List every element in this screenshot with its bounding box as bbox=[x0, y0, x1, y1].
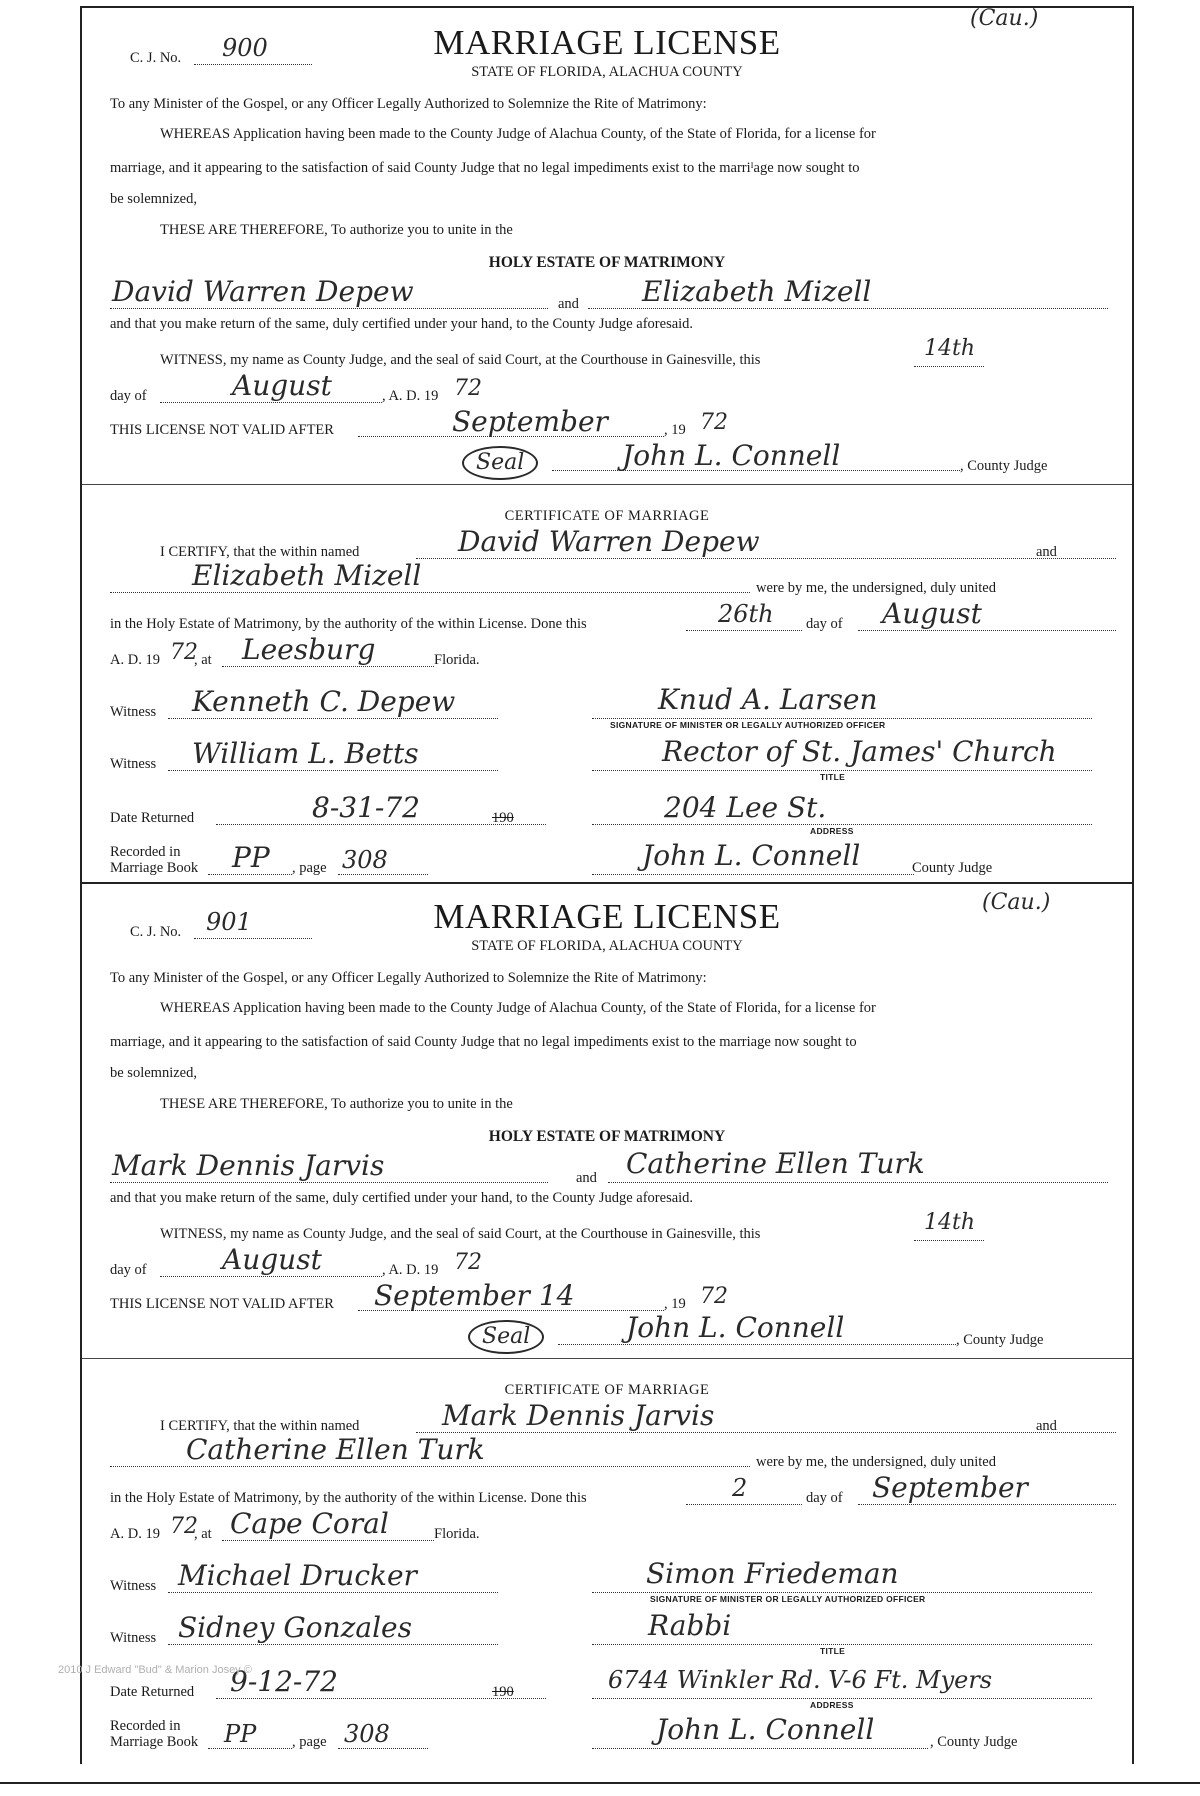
witness1-line bbox=[168, 1592, 498, 1593]
date-returned-label: Date Returned bbox=[110, 1684, 195, 1700]
witness-day: 14th bbox=[924, 336, 976, 361]
address-line: To any Minister of the Gospel, or any Officer Legally Authorized to Solemnize the Rite of Matrimony: bbox=[110, 970, 707, 986]
witness2-line bbox=[168, 770, 498, 771]
whereas-line-3: be solemnized, bbox=[110, 191, 197, 207]
not-valid-label: THIS LICENSE NOT VALID AFTER bbox=[110, 422, 334, 438]
day-of-label: day of bbox=[110, 1262, 147, 1278]
section-divider bbox=[82, 1358, 1132, 1359]
witness-day-line bbox=[914, 1240, 984, 1241]
officer-address: 6744 Winkler Rd. V-6 Ft. Myers bbox=[608, 1666, 993, 1694]
judge-signature-line-2 bbox=[592, 1748, 928, 1749]
cert-bride-line bbox=[110, 592, 750, 593]
not-valid-label: THIS LICENSE NOT VALID AFTER bbox=[110, 1296, 334, 1312]
license-title: MARRIAGE LICENSE bbox=[433, 23, 781, 62]
place-line bbox=[222, 666, 434, 667]
whereas-line-2: marriage, and it appearing to the satisfaction of said County Judge that no legal impediments exist to the marriage now sought to bbox=[110, 1034, 857, 1050]
license-title: MARRIAGE LICENSE bbox=[433, 897, 781, 936]
license-subtitle: STATE OF FLORIDA, ALACHUA COUNTY bbox=[471, 938, 743, 954]
judge-label-2: County Judge bbox=[912, 860, 993, 876]
done-day: 2 bbox=[732, 1474, 748, 1502]
certify-label: I CERTIFY, that the within named bbox=[160, 1418, 360, 1434]
florida-label: Florida. bbox=[434, 1526, 480, 1542]
cert-bride-line bbox=[110, 1466, 750, 1467]
therefore-line: THESE ARE THEREFORE, To authorize you to unite in the bbox=[160, 1096, 513, 1112]
license-subtitle: STATE OF FLORIDA, ALACHUA COUNTY bbox=[471, 64, 743, 80]
groom-name: Mark Dennis Jarvis bbox=[112, 1149, 385, 1182]
book-line bbox=[208, 1748, 292, 1749]
corner-note: (Cau.) bbox=[982, 890, 1051, 915]
ad2-year: 72 bbox=[170, 640, 198, 665]
certify-label: I CERTIFY, that the within named bbox=[160, 544, 360, 560]
book-line bbox=[208, 874, 292, 875]
address-caption: ADDRESS bbox=[810, 1700, 854, 1710]
cert-bride: Elizabeth Mizell bbox=[192, 559, 422, 592]
month-line bbox=[160, 1276, 382, 1277]
book-number: PP bbox=[232, 841, 270, 874]
judge-label: , County Judge bbox=[960, 458, 1048, 474]
done-day-of: day of bbox=[806, 1490, 843, 1506]
witness2-label: Witness bbox=[110, 1630, 157, 1646]
whereas-line-2: marriage, and it appearing to the satisfaction of said County Judge that no legal impediments exist to the marriᴵage now sought to bbox=[110, 160, 860, 176]
witness-day: 14th bbox=[924, 1210, 976, 1235]
officer-signature: Simon Friedeman bbox=[646, 1557, 899, 1590]
section-divider bbox=[82, 484, 1132, 485]
book-number: PP bbox=[224, 1720, 257, 1748]
witness1-name: Michael Drucker bbox=[178, 1559, 417, 1592]
cj-number: 901 bbox=[206, 908, 252, 936]
whereas-line-1: WHEREAS Application having been made to the County Judge of Alachua County, of the State of Florida, for a license for bbox=[160, 126, 876, 142]
judge-signature: John L. Connell bbox=[626, 1311, 845, 1344]
done-month: August bbox=[882, 597, 982, 630]
page-line bbox=[338, 874, 428, 875]
nv-year: 72 bbox=[700, 410, 728, 435]
date-returned-label: Date Returned bbox=[110, 810, 195, 826]
cert-groom: Mark Dennis Jarvis bbox=[442, 1399, 715, 1432]
copyright-watermark: 2010 J Edward "Bud" & Marion Josey © bbox=[58, 1664, 252, 1676]
court-seal: Seal bbox=[462, 446, 538, 480]
address-line-rule bbox=[592, 1698, 1092, 1699]
done-line: in the Holy Estate of Matrimony, by the authority of the within License. Done this bbox=[110, 1490, 587, 1506]
bride-line bbox=[588, 308, 1108, 309]
estate-heading: HOLY ESTATE OF MATRIMONY bbox=[488, 254, 726, 271]
officer-title-line bbox=[592, 770, 1092, 771]
address-line-rule bbox=[592, 824, 1092, 825]
date-returned: 8-31-72 bbox=[312, 791, 420, 824]
done-month-line bbox=[858, 630, 1116, 631]
page-number: 308 bbox=[342, 846, 388, 874]
ad2-label: A. D. 19 bbox=[110, 652, 160, 668]
nv-year-label: , 19 bbox=[664, 422, 686, 438]
judge-signature-2: John L. Connell bbox=[642, 839, 861, 872]
ad-label: , A. D. 19 bbox=[382, 1262, 439, 1278]
cert-and-label: and bbox=[1036, 1418, 1057, 1434]
judge-signature: John L. Connell bbox=[622, 439, 841, 472]
judge-label: , County Judge bbox=[956, 1332, 1044, 1348]
and-label: and bbox=[576, 1170, 597, 1186]
nv-year-label: , 19 bbox=[664, 1296, 686, 1312]
groom-name: David Warren Depew bbox=[112, 275, 414, 308]
groom-line bbox=[110, 308, 548, 309]
cert-bride: Catherine Ellen Turk bbox=[186, 1433, 485, 1466]
cert-groom-line bbox=[416, 558, 1116, 559]
bride-name: Catherine Ellen Turk bbox=[626, 1147, 925, 1180]
witness2-line bbox=[168, 1644, 498, 1645]
recorded-label-1: Recorded in bbox=[110, 844, 181, 860]
recorded-label-2: Marriage Book bbox=[110, 860, 199, 876]
certificate-heading: CERTIFICATE OF MARRIAGE bbox=[504, 1382, 710, 1398]
and-label: and bbox=[558, 296, 579, 312]
ad2-year: 72 bbox=[170, 1514, 198, 1539]
return-line: and that you make return of the same, duly certified under your hand, to the County Judge aforesaid. bbox=[110, 1190, 694, 1206]
cj-number: 900 bbox=[222, 34, 268, 62]
page-label: , page bbox=[292, 860, 327, 876]
year-blank: 190 bbox=[492, 810, 514, 826]
officer-title: Rabbi bbox=[648, 1609, 732, 1642]
recorded-label-2: Marriage Book bbox=[110, 1734, 199, 1750]
officer-signature-line bbox=[592, 718, 1092, 719]
certificate-heading: CERTIFICATE OF MARRIAGE bbox=[504, 508, 710, 524]
judge-signature-line-2 bbox=[592, 874, 914, 875]
year-blank: 190 bbox=[492, 1684, 514, 1700]
witness2-name: William L. Betts bbox=[192, 737, 419, 770]
place-line bbox=[222, 1540, 434, 1541]
nv-year: 72 bbox=[700, 1284, 728, 1309]
witness-month: August bbox=[222, 1243, 322, 1276]
whereas-line-1: WHEREAS Application having been made to the County Judge of Alachua County, of the State of Florida, for a license for bbox=[160, 1000, 876, 1016]
ad-year: 72 bbox=[454, 1250, 482, 1275]
court-seal: Seal bbox=[468, 1320, 544, 1354]
witness1-line bbox=[168, 718, 498, 719]
at-label: , at bbox=[194, 1526, 212, 1542]
document-border bbox=[80, 6, 1134, 1764]
day-of-label: day of bbox=[110, 388, 147, 404]
florida-label: Florida. bbox=[434, 652, 480, 668]
witness2-label: Witness bbox=[110, 756, 157, 772]
not-valid-date: September 14 bbox=[374, 1279, 575, 1312]
title-caption: TITLE bbox=[820, 772, 846, 782]
at-label: , at bbox=[194, 652, 212, 668]
united-label: were by me, the undersigned, duly united bbox=[756, 580, 996, 596]
done-day-line bbox=[686, 1504, 802, 1505]
recorded-label-1: Recorded in bbox=[110, 1718, 181, 1734]
done-month: September bbox=[872, 1471, 1028, 1504]
place: Leesburg bbox=[242, 633, 376, 666]
witness-line: WITNESS, my name as County Judge, and the seal of said Court, at the Courthouse in Gainesville, this bbox=[160, 352, 761, 368]
ad2-label: A. D. 19 bbox=[110, 1526, 160, 1542]
cert-and-label: and bbox=[1036, 544, 1057, 560]
witness1-label: Witness bbox=[110, 704, 157, 720]
done-month-line bbox=[858, 1504, 1116, 1505]
judge-label-2: , County Judge bbox=[930, 1734, 1018, 1750]
address-caption: ADDRESS bbox=[810, 826, 854, 836]
ad-label: , A. D. 19 bbox=[382, 388, 439, 404]
witness-day-line bbox=[914, 366, 984, 367]
groom-line bbox=[110, 1182, 548, 1183]
officer-caption: SIGNATURE OF MINISTER OR LEGALLY AUTHORIZED OFFICER bbox=[650, 1594, 926, 1604]
cert-groom-line bbox=[416, 1432, 1116, 1433]
officer-signature: Knud A. Larsen bbox=[658, 683, 878, 716]
estate-heading: HOLY ESTATE OF MATRIMONY bbox=[488, 1128, 726, 1145]
corner-note: (Cau.) bbox=[970, 6, 1039, 31]
witness1-label: Witness bbox=[110, 1578, 157, 1594]
bride-name: Elizabeth Mizell bbox=[642, 275, 872, 308]
done-day: 26th bbox=[718, 600, 774, 628]
witness2-name: Sidney Gonzales bbox=[178, 1611, 412, 1644]
license-divider bbox=[82, 882, 1132, 884]
judge-signature-line bbox=[558, 1344, 956, 1345]
judge-signature-2: John L. Connell bbox=[656, 1713, 875, 1746]
witness1-name: Kenneth C. Depew bbox=[192, 685, 456, 718]
cj-number-label: C. J. No. bbox=[130, 50, 182, 66]
date-returned: 9-12-72 bbox=[230, 1665, 338, 1698]
place: Cape Coral bbox=[230, 1507, 389, 1540]
return-line: and that you make return of the same, duly certified under your hand, to the County Judge aforesaid. bbox=[110, 316, 694, 332]
not-valid-date: September bbox=[452, 405, 608, 438]
officer-address: 204 Lee St. bbox=[664, 791, 827, 824]
officer-signature-line bbox=[592, 1592, 1092, 1593]
month-line bbox=[160, 402, 382, 403]
title-caption: TITLE bbox=[820, 1646, 846, 1656]
therefore-line: THESE ARE THEREFORE, To authorize you to unite in the bbox=[160, 222, 513, 238]
address-line: To any Minister of the Gospel, or any Officer Legally Authorized to Solemnize the Rite of Matrimony: bbox=[110, 96, 707, 112]
cj-number-label: C. J. No. bbox=[130, 924, 182, 940]
page-line bbox=[338, 1748, 428, 1749]
united-label: were by me, the undersigned, duly united bbox=[756, 1454, 996, 1470]
done-day-of: day of bbox=[806, 616, 843, 632]
whereas-line-3: be solemnized, bbox=[110, 1065, 197, 1081]
bride-line bbox=[608, 1182, 1108, 1183]
cert-groom: David Warren Depew bbox=[458, 525, 760, 558]
page-label: , page bbox=[292, 1734, 327, 1750]
officer-title: Rector of St. James' Church bbox=[662, 735, 1057, 768]
witness-month: August bbox=[232, 369, 332, 402]
page-number: 308 bbox=[344, 1720, 390, 1748]
officer-caption: SIGNATURE OF MINISTER OR LEGALLY AUTHORIZED OFFICER bbox=[610, 720, 886, 730]
ad-year: 72 bbox=[454, 376, 482, 401]
officer-title-line bbox=[592, 1644, 1092, 1645]
done-day-line bbox=[686, 630, 802, 631]
done-line: in the Holy Estate of Matrimony, by the authority of the within License. Done this bbox=[110, 616, 587, 632]
witness-line: WITNESS, my name as County Judge, and the seal of said Court, at the Courthouse in Gainesville, this bbox=[160, 1226, 761, 1242]
page-bottom-rule bbox=[0, 1782, 1200, 1784]
